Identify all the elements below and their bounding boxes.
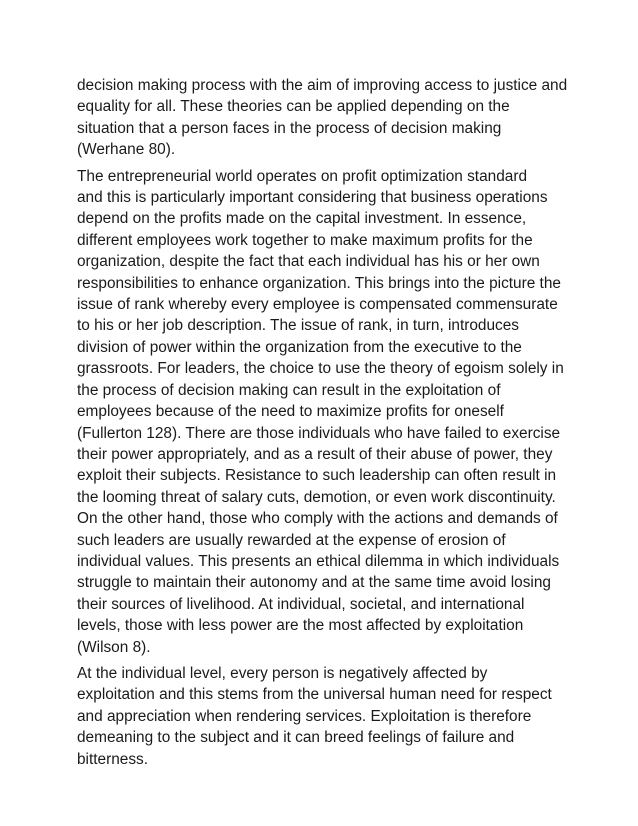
text-line: situation that a person faces in the process of decision making: [77, 119, 502, 137]
text-line: demeaning to the subject and it can breed feelings of failure and: [77, 729, 515, 747]
text-line: to his or her job description. The issue of rank, in turn, introduces: [77, 317, 519, 335]
text-line: (Werhane 80).: [77, 141, 176, 159]
text-line: their power appropriately, and as a result of their abuse of power, they: [77, 445, 553, 463]
text-line: the process of decision making can result in the exploitation of: [77, 381, 501, 399]
text-line: and appreciation when rendering services. Exploitation is therefore: [77, 707, 532, 725]
text-line: organization, despite the fact that each individual has his or her own: [77, 253, 540, 271]
paragraph-3: [77, 663, 577, 770]
paragraph-1: [77, 75, 577, 161]
paragraph-2: [77, 166, 577, 658]
text-line: (Fullerton 128). There are those individuals who have failed to exercise: [77, 424, 561, 442]
text-line: issue of rank whereby every employee is compensated commensurate: [77, 296, 558, 314]
text-line: division of power within the organization from the executive to the: [77, 338, 522, 356]
document-page: [77, 75, 577, 775]
text-line: (Wilson 8).: [77, 638, 151, 656]
text-line: their sources of livelihood. At individual, societal, and international: [77, 595, 525, 613]
text-line: exploitation and this stems from the universal human need for respect: [77, 686, 552, 704]
text-line: and this is particularly important considering that business operations: [77, 189, 548, 207]
text-line: the looming threat of salary cuts, demotion, or even work discontinuity.: [77, 488, 556, 506]
text-line: responsibilities to enhance organization. This brings into the picture the: [77, 274, 561, 292]
text-line: On the other hand, those who comply with the actions and demands of: [77, 510, 558, 528]
text-line: employees because of the need to maximize profits for oneself: [77, 403, 504, 421]
text-line: bitterness.: [77, 750, 149, 768]
text-line: such leaders are usually rewarded at the expense of erosion of: [77, 531, 506, 549]
text-line: grassroots. For leaders, the choice to use the theory of egoism solely in: [77, 360, 564, 378]
text-line: individual values. This presents an ethical dilemma in which individuals: [77, 552, 560, 570]
text-line: struggle to maintain their autonomy and at the same time avoid losing: [77, 574, 551, 592]
text-line: levels, those with less power are the most affected by exploitation: [77, 617, 524, 635]
text-line: different employees work together to make maximum profits for the: [77, 231, 533, 249]
text-line: At the individual level, every person is negatively affected by: [77, 664, 488, 682]
text-line: equality for all. These theories can be applied depending on the: [77, 98, 510, 116]
text-line: depend on the profits made on the capital investment. In essence,: [77, 210, 527, 228]
text-line: The entrepreneurial world operates on profit optimization standard: [77, 167, 528, 185]
text-line: exploit their subjects. Resistance to such leadership can often result in: [77, 467, 557, 485]
text-line: decision making process with the aim of improving access to justice and: [77, 77, 568, 94]
